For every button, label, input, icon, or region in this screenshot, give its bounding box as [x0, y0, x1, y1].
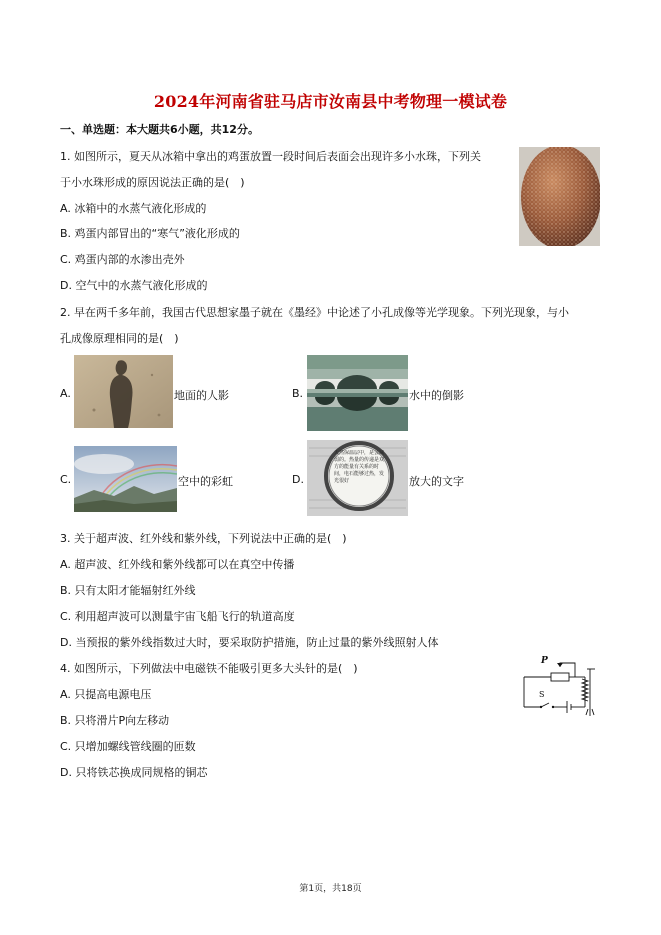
q3-option-a: A. 超声波、红外线和紫外线都可以在真空中传播 — [60, 558, 295, 571]
q4-option-c: C. 只增加螺线管线圈的匝数 — [60, 740, 196, 753]
magnifier-text: 天然保温层中，是会减弱的。热量的传递是双方的能量有关系的时间，电石能够过热，发光很好 — [334, 450, 384, 484]
q3-option-c: C. 利用超声波可以测量宇宙飞船飞行的轨道高度 — [60, 610, 295, 623]
q2-option-d-letter: D. — [292, 473, 304, 486]
q4-option-a: A. 只提高电源电压 — [60, 688, 152, 701]
q2-stem-line2: 孔成像原理相同的是( ) — [60, 332, 179, 345]
q4-stem: 4. 如图所示，下列做法中电磁铁不能吸引更多大头针的是( ) — [60, 662, 358, 675]
q1-option-c: C. 鸡蛋内部的水渗出壳外 — [60, 253, 185, 266]
rainbow-photo — [74, 446, 177, 512]
page-title: 2024年河南省驻马店市汝南县中考物理一模试卷 — [153, 92, 508, 111]
magnifier-photo — [307, 440, 408, 516]
q2-option-a-text: 地面的人影 — [174, 389, 229, 402]
q2-option-a-letter: A. — [60, 387, 71, 400]
section-header: 一、单选题：本大题共6小题，共12分。 — [60, 123, 259, 136]
shadow-photo — [74, 355, 173, 428]
q4-option-b: B. 只将滑片P向左移动 — [60, 714, 170, 727]
q4-option-d: D. 只将铁芯换成同规格的铜芯 — [60, 766, 208, 779]
egg-photo — [519, 147, 600, 246]
electromagnet-circuit-diagram — [519, 657, 601, 719]
page-footer: 第1页，共18页 — [299, 884, 362, 894]
q1-option-d: D. 空气中的水蒸气液化形成的 — [60, 279, 208, 292]
q2-option-d-text: 放大的文字 — [409, 475, 464, 488]
q3-option-d: D. 当预报的紫外线指数过大时，要采取防护措施，防止过量的紫外线照射人体 — [60, 636, 439, 649]
q2-option-c-text: 空中的彩虹 — [178, 475, 233, 488]
q2-option-b-text: 水中的倒影 — [409, 389, 464, 402]
q1-option-b: B. 鸡蛋内部冒出的“寒气”液化形成的 — [60, 227, 240, 240]
bridge-reflection-photo — [307, 355, 408, 431]
q2-stem-line1: 2. 早在两千多年前，我国古代思想家墨子就在《墨经》中论述了小孔成像等光学现象。下列光现象，与小 — [60, 306, 569, 319]
circuit-label-s: S — [539, 690, 545, 699]
q1-stem-line1: 1. 如图所示，夏天从冰箱中拿出的鸡蛋放置一段时间后表面会出现许多小水珠，下列关 — [60, 150, 481, 163]
q3-stem: 3. 关于超声波、红外线和紫外线，下列说法中正确的是( ) — [60, 532, 347, 545]
q3-option-b: B. 只有太阳才能辐射红外线 — [60, 584, 196, 597]
q1-option-a: A. 冰箱中的水蒸气液化形成的 — [60, 202, 207, 215]
q2-option-c-letter: C. — [60, 473, 72, 486]
q2-option-b-letter: B. — [292, 387, 304, 400]
circuit-label-p: P — [541, 656, 548, 666]
q1-stem-line2: 于小水珠形成的原因说法正确的是( ) — [60, 176, 245, 189]
